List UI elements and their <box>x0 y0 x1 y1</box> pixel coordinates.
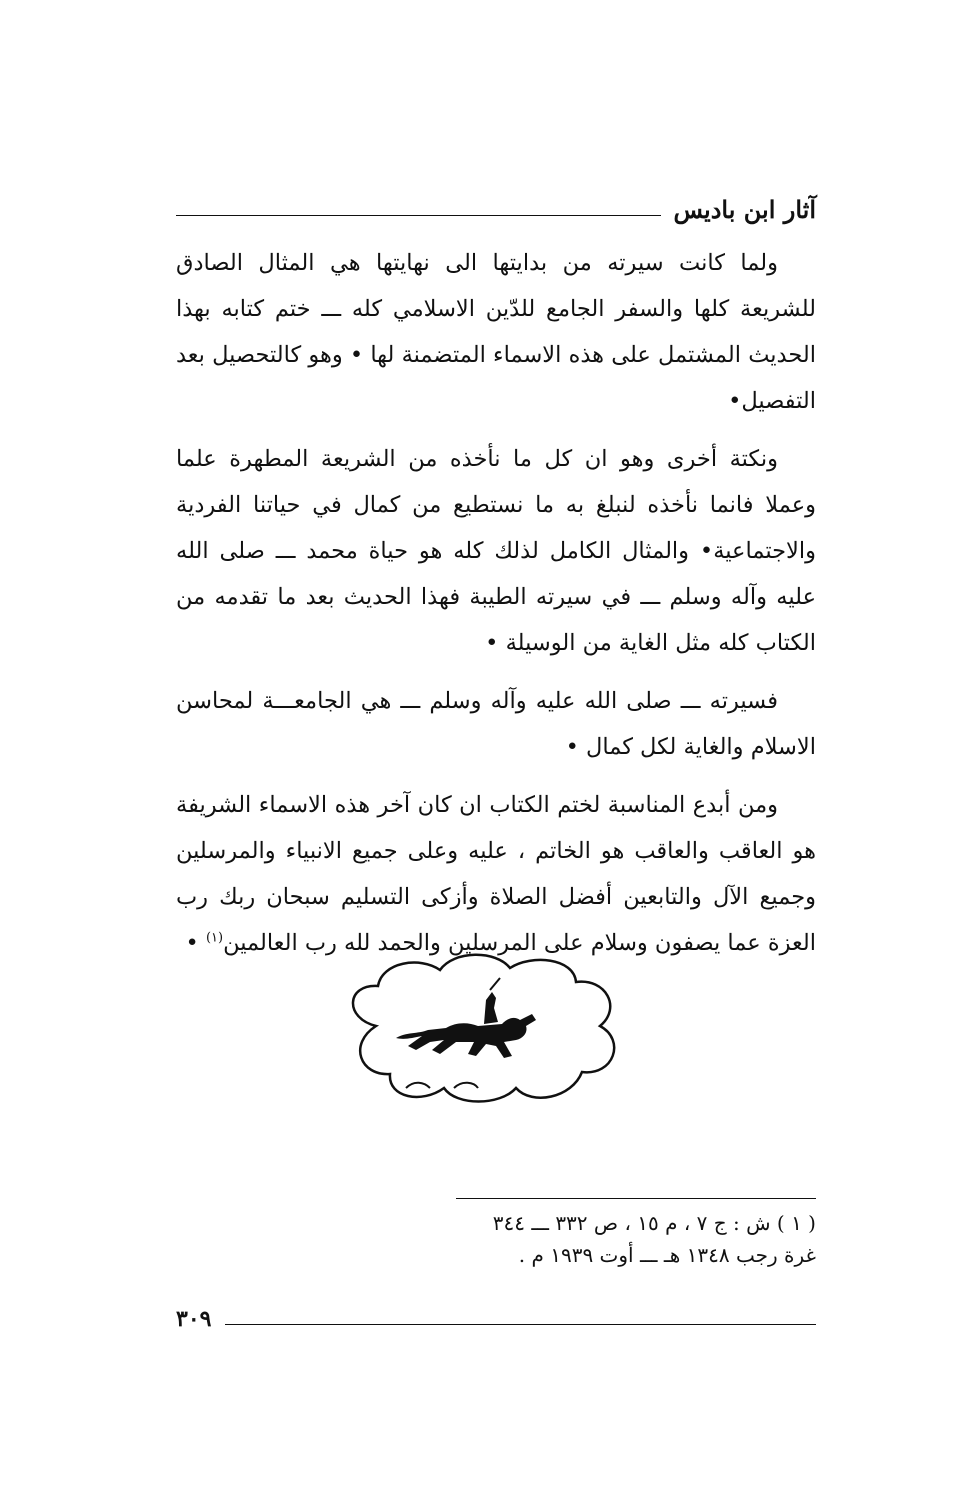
paragraph-4-end: • <box>185 930 206 956</box>
book-title: آثار ابن باديس <box>673 195 816 224</box>
page-number: ٣٠٩ <box>176 1306 212 1332</box>
footnote-line-1: ( ١ ) ش : ج ٧ ، م ١٥ ، ص ٣٣٢ ـــ ٣٤٤ <box>492 1211 816 1235</box>
footnotes <box>456 1198 816 1271</box>
footer-rule <box>225 1324 816 1325</box>
paragraph-3: فسيرته ـــ صلى الله عليه وآله وسلم ـــ هي الجامعـــة لمحاسن الاسلام والغاية لكل كمال • <box>176 688 816 760</box>
paragraph-4-text: ومن أبدع المناسبة لختم الكتاب ان كان آخر هذه الاسماء الشريفة هو العاقب والعاقب هو الخاتم ، عليه وعلى جميع الانبياء والمرسلين وجميع الآل والتابعين أفضل الصلاة وأزكى التسليم سبحان ربك رب العزة عما يصفون وسلام على المرسلين والحمد لله رب العالمين <box>176 792 816 956</box>
horse-rider-cloud-icon <box>336 948 626 1110</box>
paragraph-1: ولما كانت سيرته من بدايتها الى نهايتها هي المثال الصادق للشريعة كلها والسفر الجامع للدّين الاسلامي كله ـــ ختم كتابه بهذا الحديث المشتمل على هذه الاسماء المتضمنة لها • وهو كالتحصيل بعد التفصيل• <box>176 250 816 414</box>
main-text <box>176 240 816 978</box>
header-rule <box>176 215 661 216</box>
running-footer <box>176 1300 816 1330</box>
footnote-ref: (١) <box>205 930 224 946</box>
footnote-line-2: غرة رجب ١٣٤٨ هـ ـــ أوت ١٩٣٩ م . <box>518 1243 816 1267</box>
paragraph-2: ونكتة أخرى وهو ان كل ما نأخذه من الشريعة المطهرة علما وعملا فانما نأخذه لنبلغ به ما نستطيع من كمال في حياتنا الفردية والاجتماعية• والمثال الكامل لذلك كله هو حياة محمد ـــ صلى الله عليه وآله وسلم ـــ في سيرته الطيبة فهذا الحديث بعد ما تقدمه من الكتاب كله مثل الغاية من الوسيلة • <box>176 446 816 656</box>
running-header <box>176 186 816 222</box>
paragraph-4 <box>176 782 816 966</box>
